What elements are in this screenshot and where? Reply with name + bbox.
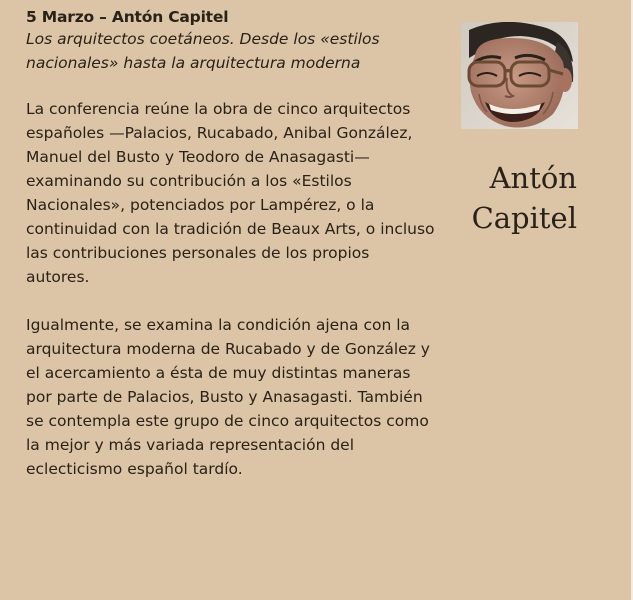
speaker-photo (461, 22, 578, 129)
event-paragraph-1: La conferencia reúne la obra de cinco arquitectos españoles —Palacios, Rucabado, Anibal González, Manuel del Busto y Teodoro de Anasagasti— examinando su contribución a los «Estilos Nacionales», potenciados por Lampérez, o la continuidad con la tradición de Beaux Arts, o incluso las contribuciones personales de los propios autores. (26, 100, 435, 286)
speaker-portrait-image (461, 22, 578, 129)
event-description (26, 7, 436, 481)
speaker-name-first: Antón (489, 161, 577, 195)
event-heading: 5 Marzo – Antón Capitel (26, 8, 229, 26)
speaker-name-last: Capitel (471, 201, 577, 235)
speaker-name (472, 158, 577, 238)
event-subtitle: Los arquitectos coetáneos. Desde los «estilos nacionales» hasta la arquitectura moderna (26, 30, 380, 72)
event-paragraph-2: Igualmente, se examina la condición ajena con la arquitectura moderna de Rucabado y de González y el acercamiento a ésta de muy distintas maneras por parte de Palacios, Busto y Anasagasti. También se contempla este grupo de cinco arquitectos como la mejor y más variada representación del eclecticismo español tardío. (26, 316, 430, 478)
